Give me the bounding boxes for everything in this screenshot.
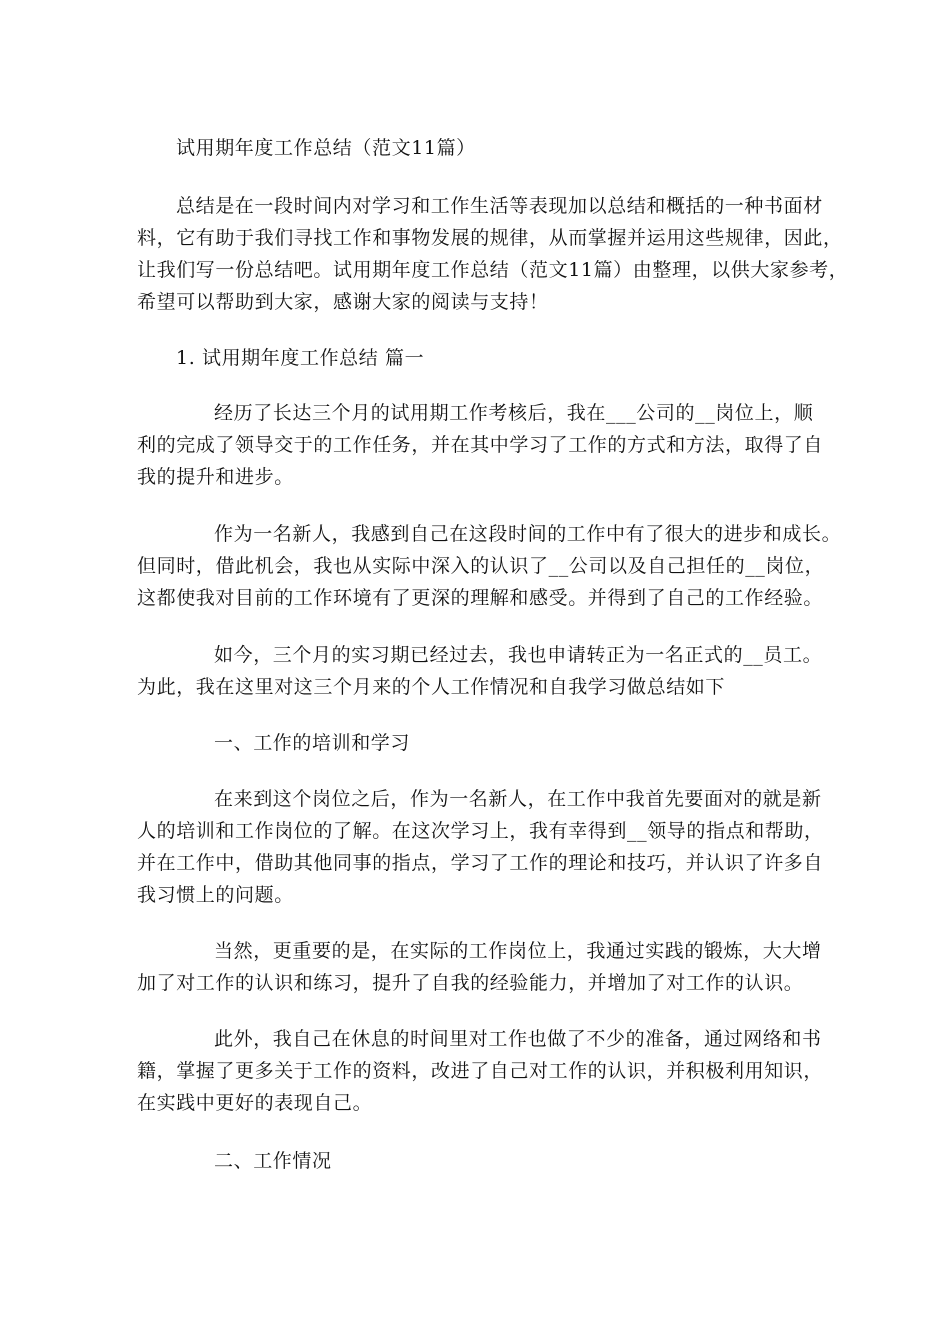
intro-line: 料，它有助于我们寻找工作和事物发展的规律，从而掌握并运用这些规律，因此， (137, 227, 843, 249)
subheading-two: 二、工作情况 (214, 1150, 332, 1172)
paragraph-line: 在实践中更好的表现自己。 (137, 1092, 373, 1114)
paragraph-line: 籍，掌握了更多关于工作的资料，改进了自己对工作的认识，并积极利用知识， (137, 1060, 824, 1082)
paragraph-line: 此外，我自己在休息的时间里对工作也做了不少的准备，通过网络和书 (214, 1028, 822, 1050)
paragraph-line: 这都使我对目前的工作环境有了更深的理解和感受。并得到了自己的工作经验。 (137, 587, 824, 609)
paragraph-line: 经历了长达三个月的试用期工作考核后，我在___公司的__岗位上，顺 (214, 402, 814, 424)
paragraph-line: 利的完成了领导交于的工作任务，并在其中学习了工作的方式和方法，取得了自 (137, 434, 824, 456)
paragraph-line: 为此，我在这里对这三个月来的个人工作情况和自我学习做总结如下 (137, 676, 726, 698)
paragraph-line: 如今，三个月的实习期已经过去，我也申请转正为一名正式的__员工。 (214, 644, 823, 666)
paragraph-line: 在来到这个岗位之后，作为一名新人，在工作中我首先要面对的就是新 (214, 788, 822, 810)
paragraph-line: 人的培训和工作岗位的了解。在这次学习上，我有幸得到__领导的指点和帮助， (137, 820, 824, 842)
paragraph-line: 但同时，借此机会，我也从实际中深入的认识了__公司以及自己担任的__岗位， (137, 555, 825, 577)
section-heading: 1. 试用期年度工作总结 篇一 (176, 347, 425, 369)
subheading-one: 一、工作的培训和学习 (214, 732, 411, 754)
paragraph-line: 作为一名新人，我感到自己在这段时间的工作中有了很大的进步和成长。 (214, 523, 842, 545)
paragraph-line: 我的提升和进步。 (137, 466, 294, 488)
intro-line: 总结是在一段时间内对学习和工作生活等表现加以总结和概括的一种书面材 (176, 195, 823, 217)
paragraph-line: 加了对工作的认识和练习，提升了自我的经验能力，并增加了对工作的认识。 (137, 972, 804, 994)
intro-line: 让我们写一份总结吧。试用期年度工作总结（范文11篇）由整理，以供大家参考， (137, 259, 849, 281)
paragraph-line: 我习惯上的问题。 (137, 884, 294, 906)
document-title: 试用期年度工作总结（范文11篇） (176, 137, 476, 159)
paragraph-line: 并在工作中，借助其他同事的指点，学习了工作的理论和技巧，并认识了许多自 (137, 852, 824, 874)
intro-line: 希望可以帮助到大家，感谢大家的阅读与支持！ (137, 291, 549, 313)
paragraph-line: 当然，更重要的是，在实际的工作岗位上，我通过实践的锻炼，大大增 (214, 940, 822, 962)
